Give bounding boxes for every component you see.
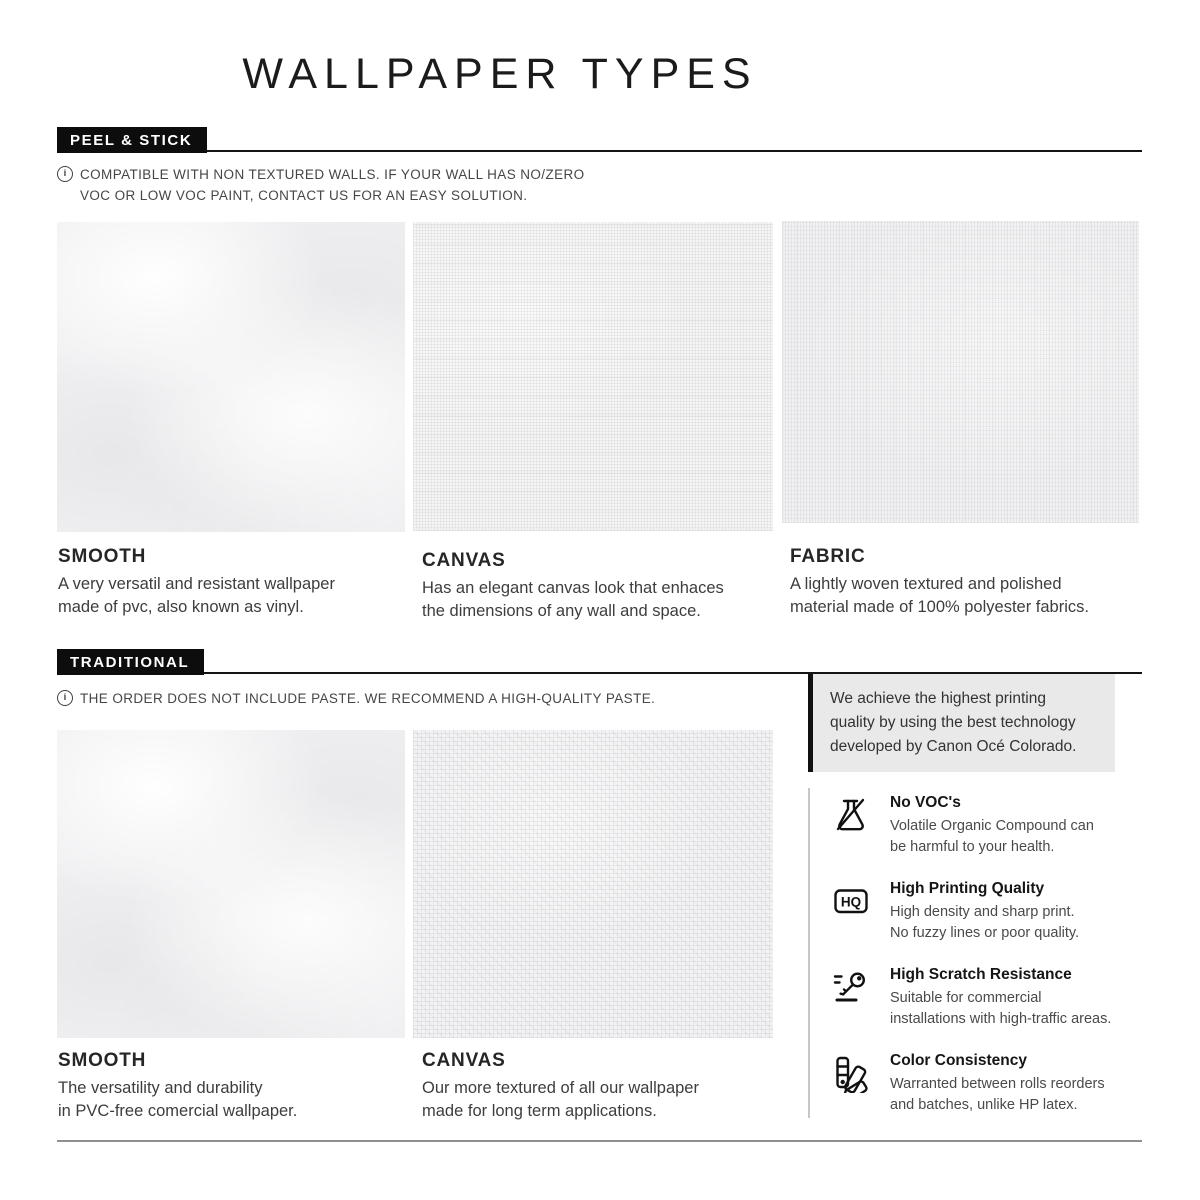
swatch-desc-smooth-trad-line2: in PVC-free comercial wallpaper. [58,1101,298,1120]
swatch-name-fabric: FABRIC [790,546,866,567]
swatch-name-canvas-traditional: CANVAS [422,1050,506,1071]
swatch-name-smooth: SMOOTH [58,546,147,567]
swatch-desc-fabric-line1: A lightly woven textured and polished [790,575,1062,593]
features-left-rule [808,788,810,1118]
feature-no-voc-desc [890,816,1137,857]
feature-hq-body [890,880,1137,943]
bottom-rule [57,1140,1142,1142]
peel-stick-section-label: PEEL & STICK [57,127,207,153]
feature-hq-desc [890,902,1137,943]
feature-scratch-desc [890,988,1137,1029]
swatch-name-canvas: CANVAS [422,550,506,571]
peel-stick-note-text [80,164,585,206]
swatch-desc-canvas-trad-line1: Our more textured of all our wallpaper [422,1079,699,1097]
info-icon: i [57,690,73,706]
feature-hq-title: High Printing Quality [890,880,1045,897]
feature-color-desc-line2: and batches, unlike HP latex. [890,1096,1078,1113]
feature-high-printing-quality [831,880,1137,943]
swatch-desc-smooth [58,573,335,618]
hq-badge-icon [831,881,871,921]
peel-stick-note [57,164,585,206]
feature-hq-desc-line2: No fuzzy lines or poor quality. [890,924,1080,941]
feature-scratch-desc-line1: Suitable for commercial [890,990,1042,1006]
feature-scratch-resistance [831,966,1137,1029]
swatch-desc-smooth-line1: A very versatil and resistant wallpaper [58,575,335,593]
peel-stick-note-line1: COMPATIBLE WITH NON TEXTURED WALLS. IF YOUR WALL HAS NO/ZERO [80,167,585,182]
page-title: WALLPAPER TYPES [242,50,758,98]
swatch-desc-canvas-line2: the dimensions of any wall and space. [422,601,701,620]
key-scratch-icon [831,967,871,1007]
swatch-desc-smooth-traditional [58,1077,297,1122]
swatch-desc-canvas [422,577,724,622]
swatch-name-smooth-traditional: SMOOTH [58,1050,147,1071]
feature-color-desc-line1: Warranted between rolls reorders [890,1076,1105,1092]
feature-hq-desc-line1: High density and sharp print. [890,904,1075,920]
traditional-note [57,688,655,709]
color-swatch-fan-icon [831,1053,871,1093]
peel-stick-fabric-swatch-image [782,221,1139,523]
feature-color-desc [890,1074,1137,1115]
no-voc-flask-icon [831,795,871,835]
feature-scratch-desc-line2: installations with high-traffic areas. [890,1010,1112,1027]
traditional-smooth-swatch-image [57,730,405,1038]
quote-line1: We achieve the highest printing [830,690,1046,707]
swatch-desc-fabric [790,573,1089,618]
traditional-canvas-swatch-image [413,730,773,1038]
info-icon: i [57,166,73,182]
swatch-desc-canvas-traditional [422,1077,699,1122]
swatch-desc-fabric-line2: material made of 100% polyester fabrics. [790,597,1089,616]
traditional-note-line1: THE ORDER DOES NOT INCLUDE PASTE. WE RECOMMEND A HIGH-QUALITY PASTE. [80,691,656,706]
feature-color-title: Color Consistency [890,1052,1027,1069]
feature-color-consistency [831,1052,1137,1115]
printing-quality-quote [808,674,1115,772]
swatch-desc-canvas-line1: Has an elegant canvas look that enhaces [422,579,724,597]
quote-line3: developed by Canon Océ Colorado. [830,738,1077,755]
traditional-section-label: TRADITIONAL [57,649,204,675]
feature-scratch-body [890,966,1137,1029]
feature-no-voc-desc-line1: Volatile Organic Compound can [890,818,1094,834]
swatch-desc-smooth-line2: made of pvc, also known as vinyl. [58,597,304,616]
peel-stick-canvas-swatch-image [413,222,773,531]
traditional-note-text [80,688,655,709]
swatch-desc-smooth-trad-line1: The versatility and durability [58,1079,263,1097]
peel-stick-smooth-swatch-image [57,222,405,532]
feature-no-voc-title: No VOC's [890,794,961,811]
quote-line2: quality by using the best technology [830,714,1076,731]
feature-scratch-title: High Scratch Resistance [890,966,1072,983]
svg-text:HQ: HQ [840,894,862,910]
feature-color-body [890,1052,1137,1115]
feature-no-voc [831,794,1137,857]
peel-stick-note-line2: VOC OR LOW VOC PAINT, CONTACT US FOR AN EASY SOLUTION. [80,188,528,203]
feature-no-voc-body [890,794,1137,857]
swatch-desc-canvas-trad-line2: made for long term applications. [422,1101,657,1120]
feature-no-voc-desc-line2: be harmful to your health. [890,838,1055,855]
peel-stick-header-rule [57,150,1142,152]
